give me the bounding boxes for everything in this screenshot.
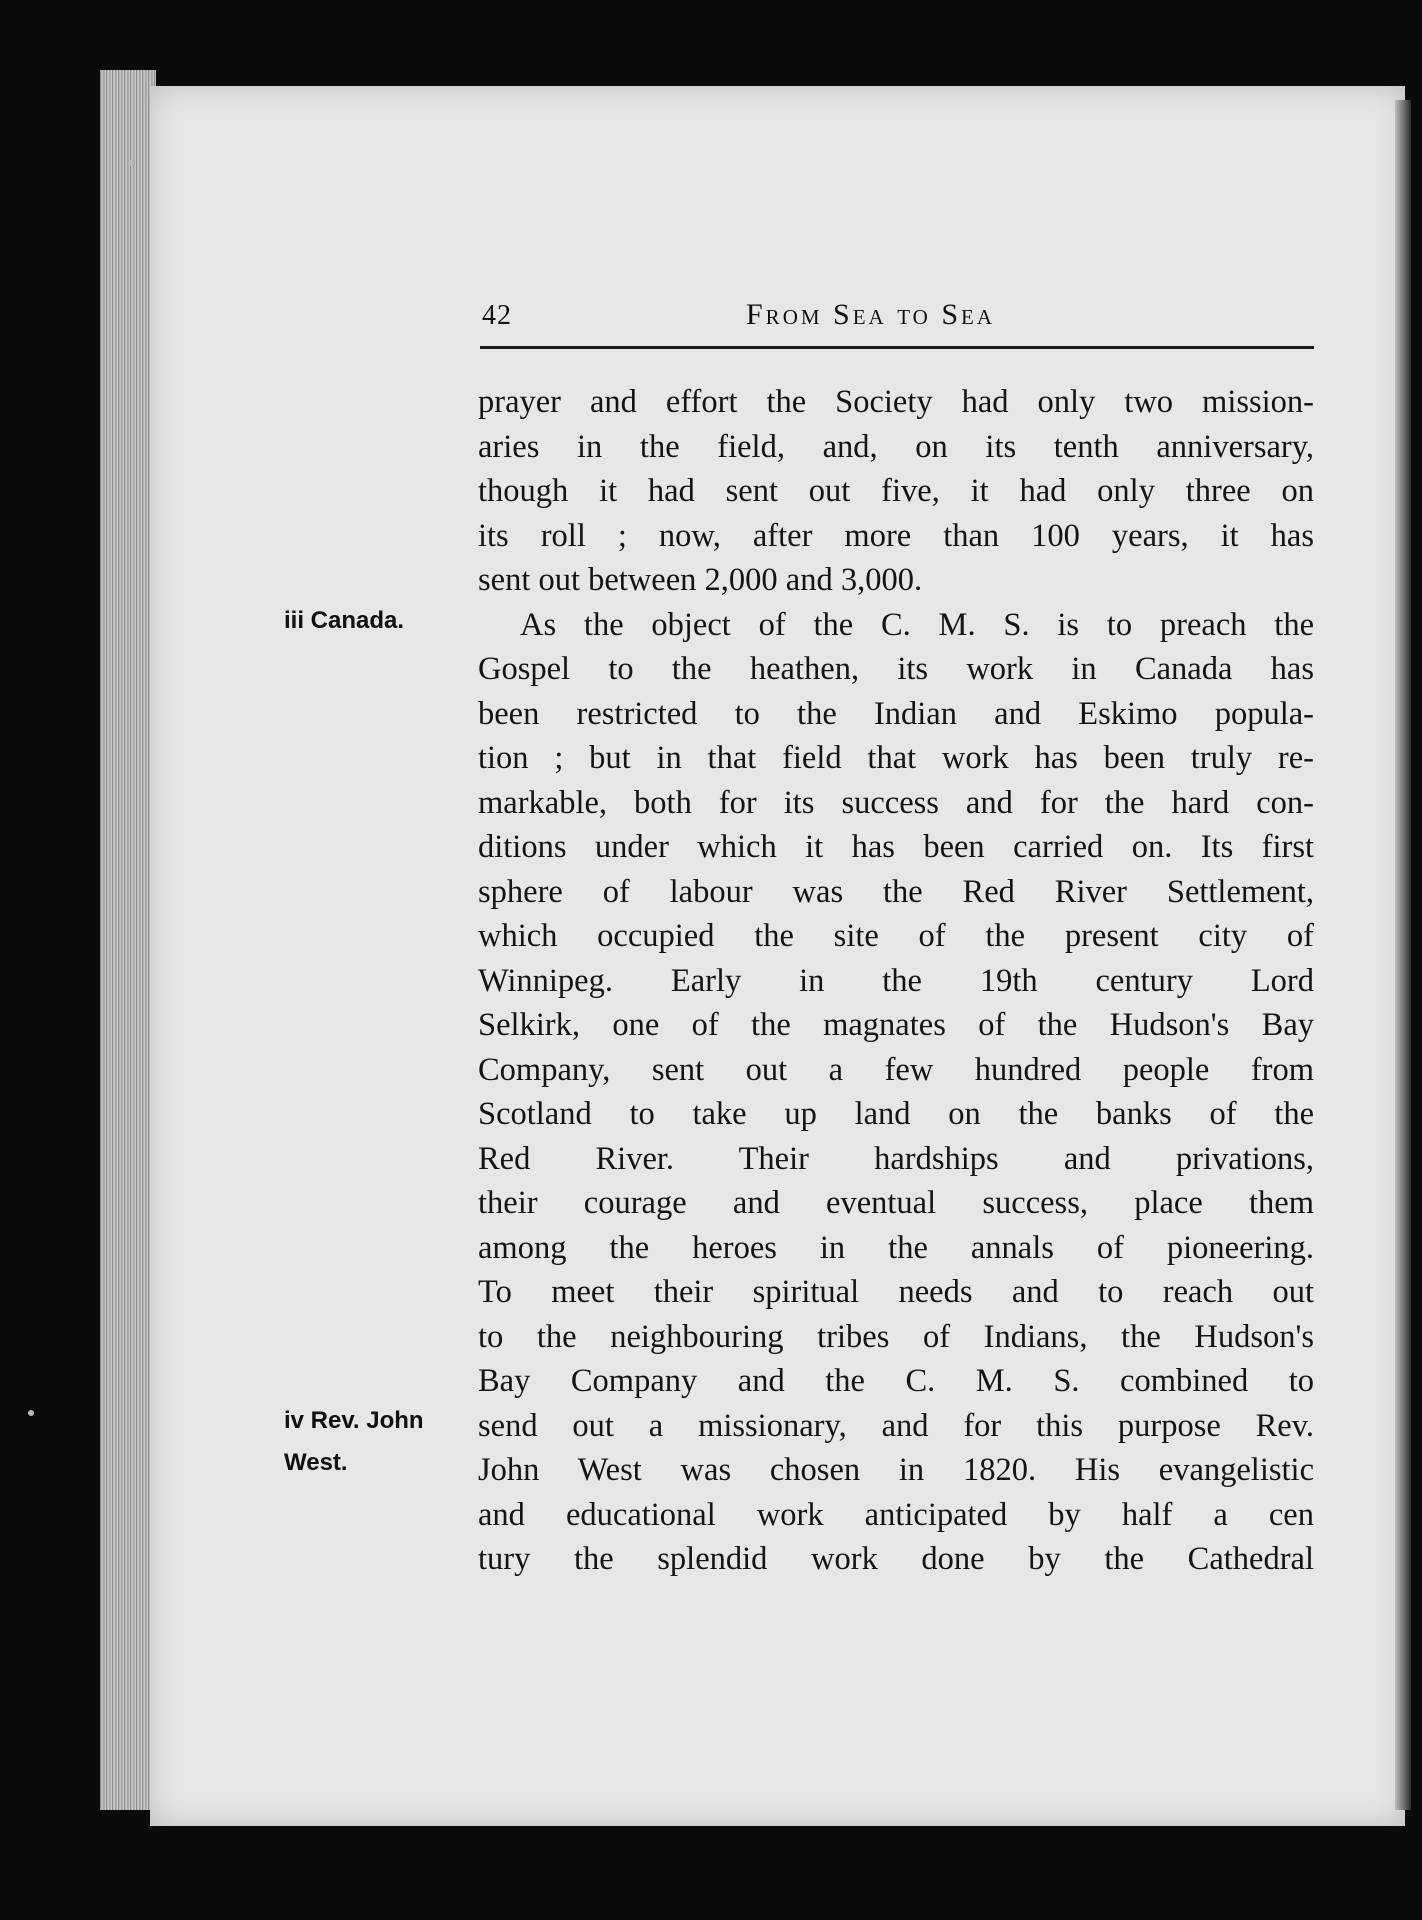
margin-note-line: iv Rev. John <box>284 1407 424 1434</box>
text-line: tury the splendid work done by the Cathedral <box>478 1541 1314 1577</box>
text-line: been restricted to the Indian and Eskimo popula- <box>478 695 1314 732</box>
text-line: its roll ; now, after more than 100 years, it has <box>478 517 1314 554</box>
text-line: Company, sent out a few hundred people from <box>478 1051 1314 1088</box>
page-header <box>478 300 1314 346</box>
text-line: which occupied the site of the present city of <box>478 918 1314 954</box>
text-line: ditions under which it has been carried on. Its first <box>478 829 1314 865</box>
text-line: their courage and eventual success, place them <box>478 1185 1314 1221</box>
text-line: As the object of the C. M. S. is to preach the <box>520 606 1314 643</box>
text-line: though it had sent out five, it had only three on <box>478 473 1314 509</box>
margin-note-john-west <box>284 1400 424 1484</box>
margin-note-canada: iii Canada. <box>284 607 405 634</box>
scan-speck <box>28 1410 34 1416</box>
text-line: To meet their spiritual needs and to reach out <box>478 1274 1314 1310</box>
page-number: 42 <box>482 300 512 331</box>
text-line: Gospel to the heathen, its work in Canada has <box>478 651 1314 687</box>
text-line: John West was chosen in 1820. His evangelistic <box>478 1452 1314 1488</box>
text-line: Winnipeg. Early in the 19th century Lord <box>478 962 1314 999</box>
text-line: Red River. Their hardships and privations, <box>478 1140 1314 1177</box>
text-line: prayer and effort the Society had only two mission- <box>478 384 1314 420</box>
text-line: to the neighbouring tribes of Indians, the Hudson's <box>478 1318 1314 1355</box>
text-line: among the heroes in the annals of pioneering. <box>478 1229 1314 1266</box>
text-line: Bay Company and the C. M. S. combined to <box>478 1363 1314 1399</box>
page-edge <box>100 70 156 1810</box>
text-line: Scotland to take up land on the banks of the <box>478 1096 1314 1132</box>
text-line: aries in the field, and, on its tenth anniversary, <box>478 428 1314 465</box>
text-line: send out a missionary, and for this purpose Rev. <box>478 1407 1314 1444</box>
text-line: markable, both for its success and for the hard con- <box>478 784 1314 821</box>
text-line: sent out between 2,000 and 3,000. <box>478 562 923 598</box>
running-title: From Sea to Sea <box>746 298 995 331</box>
header-rule <box>480 346 1314 349</box>
body-text <box>478 380 1314 1582</box>
text-line: Selkirk, one of the magnates of the Hudson's Bay <box>478 1007 1314 1043</box>
scan-speck <box>128 160 134 166</box>
book-spine-edge <box>1395 100 1411 1810</box>
text-line: tion ; but in that field that work has been truly re- <box>478 740 1314 776</box>
text-line: sphere of labour was the Red River Settlement, <box>478 873 1314 910</box>
text-line: and educational work anticipated by half a cen <box>478 1496 1314 1533</box>
margin-note-line: West. <box>284 1449 348 1476</box>
